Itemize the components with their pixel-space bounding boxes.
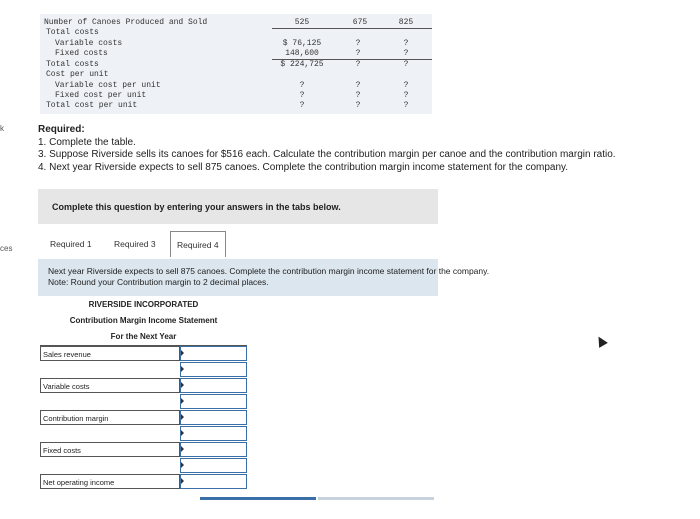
tab-required-4[interactable]: Required 4	[170, 231, 226, 257]
instruction-text: Complete this question by entering your answers in the tabs below.	[52, 201, 341, 212]
sales-revenue-input[interactable]	[180, 346, 247, 361]
statement-row-blank	[40, 394, 247, 409]
row-label	[40, 362, 180, 377]
tab-required-3[interactable]: Required 3	[114, 239, 156, 249]
fixed-costs-input[interactable]	[180, 442, 247, 457]
table-row	[40, 28, 432, 38]
blank-input-4[interactable]	[180, 458, 247, 473]
cell-value: ?	[355, 91, 361, 100]
row-label: Variable costs	[40, 378, 180, 393]
statement-row-net	[40, 474, 247, 489]
variable-costs-input[interactable]	[180, 378, 247, 393]
table-row	[40, 70, 432, 80]
row-label: Total costs	[46, 28, 99, 37]
row-label	[40, 426, 180, 441]
row-label: Variable costs	[55, 39, 123, 48]
table-row	[40, 81, 432, 91]
cell-value: ?	[299, 101, 305, 110]
contribution-margin-input[interactable]	[180, 410, 247, 425]
row-label: Variable cost per unit	[55, 81, 161, 90]
requirement-item: 3. Suppose Riverside sells its canoes for $516 each. Calculate the contribution margin per canoe and the contribution margin ratio.	[38, 149, 616, 160]
statement-row-blank	[40, 458, 247, 473]
statement-row-contribution	[40, 410, 247, 425]
cell-value: ?	[403, 60, 409, 69]
table-row	[40, 39, 432, 49]
statement-row-blank	[40, 362, 247, 377]
cell-value: ?	[403, 101, 409, 110]
cell-value: ?	[403, 91, 409, 100]
statement-row-sales	[40, 346, 247, 361]
table-row	[40, 49, 432, 59]
cell-value: ?	[403, 39, 409, 48]
left-edge-mark: k	[0, 124, 4, 133]
requirements-title: Required:	[38, 124, 85, 135]
cell-value: $ 76,125	[282, 39, 322, 48]
statement-title: Contribution Margin Income Statement	[69, 316, 218, 325]
table-row	[40, 91, 432, 101]
net-operating-income-input[interactable]	[180, 474, 247, 489]
question-note: Note: Round your Contribution margin to 2 decimal places.	[48, 277, 269, 287]
cell-value: ?	[355, 60, 361, 69]
requirement-item: 1. Complete the table.	[38, 136, 136, 148]
blank-input-2[interactable]	[180, 394, 247, 409]
row-label	[40, 394, 180, 409]
cell-value: ?	[355, 81, 361, 90]
statement-period: For the Next Year	[110, 332, 177, 341]
nav-progress-bar-active[interactable]	[200, 497, 316, 500]
cell-value: ?	[355, 101, 361, 110]
statement-row-variable	[40, 378, 247, 393]
row-label: Total cost per unit	[46, 101, 138, 110]
cell-value: $ 224,725	[280, 60, 324, 69]
table-row	[40, 60, 432, 70]
nav-progress-bar[interactable]	[318, 497, 434, 500]
row-label: Net operating income	[40, 474, 180, 489]
row-label: Fixed cost per unit	[55, 91, 147, 100]
cell-value: ?	[355, 39, 361, 48]
row-label: Sales revenue	[40, 346, 180, 361]
instruction-banner	[38, 189, 438, 224]
blank-input-1[interactable]	[180, 362, 247, 377]
cost-table-col-3: 825	[398, 18, 414, 27]
blank-input-3[interactable]	[180, 426, 247, 441]
question-panel	[38, 259, 490, 296]
cell-value: ?	[299, 91, 305, 100]
left-edge-tab-fragment: ces	[0, 244, 13, 253]
statement-company: RIVERSIDE INCORPORATED	[88, 300, 199, 309]
cell-value: ?	[403, 49, 409, 58]
cost-table-header-row	[40, 18, 432, 28]
cell-value: ?	[403, 81, 409, 90]
row-label	[40, 458, 180, 473]
row-label: Fixed costs	[40, 442, 180, 457]
row-label: Total costs	[46, 60, 99, 69]
cost-table-col-1: 525	[294, 18, 310, 27]
table-row	[40, 101, 432, 111]
cost-table	[40, 14, 432, 114]
tab-required-1[interactable]: Required 1	[50, 239, 92, 249]
question-text: Next year Riverside expects to sell 875 canoes. Complete the contribution margin income statement for the company.	[48, 266, 490, 276]
row-label: Fixed costs	[55, 49, 108, 58]
cell-value: ?	[355, 49, 361, 58]
cost-table-header-label: Number of Canoes Produced and Sold	[44, 18, 208, 27]
cell-value: ?	[299, 81, 305, 90]
row-label: Contribution margin	[40, 410, 180, 425]
cost-table-col-2: 675	[352, 18, 368, 27]
cell-value: 148,600	[285, 49, 319, 58]
requirements	[38, 124, 616, 174]
row-label: Cost per unit	[46, 70, 109, 79]
statement-row-blank	[40, 426, 247, 441]
requirement-item: 4. Next year Riverside expects to sell 875 canoes. Complete the contribution margin income statement for the company.	[38, 161, 569, 173]
statement-row-fixed	[40, 442, 247, 457]
mouse-cursor-icon	[594, 334, 608, 348]
